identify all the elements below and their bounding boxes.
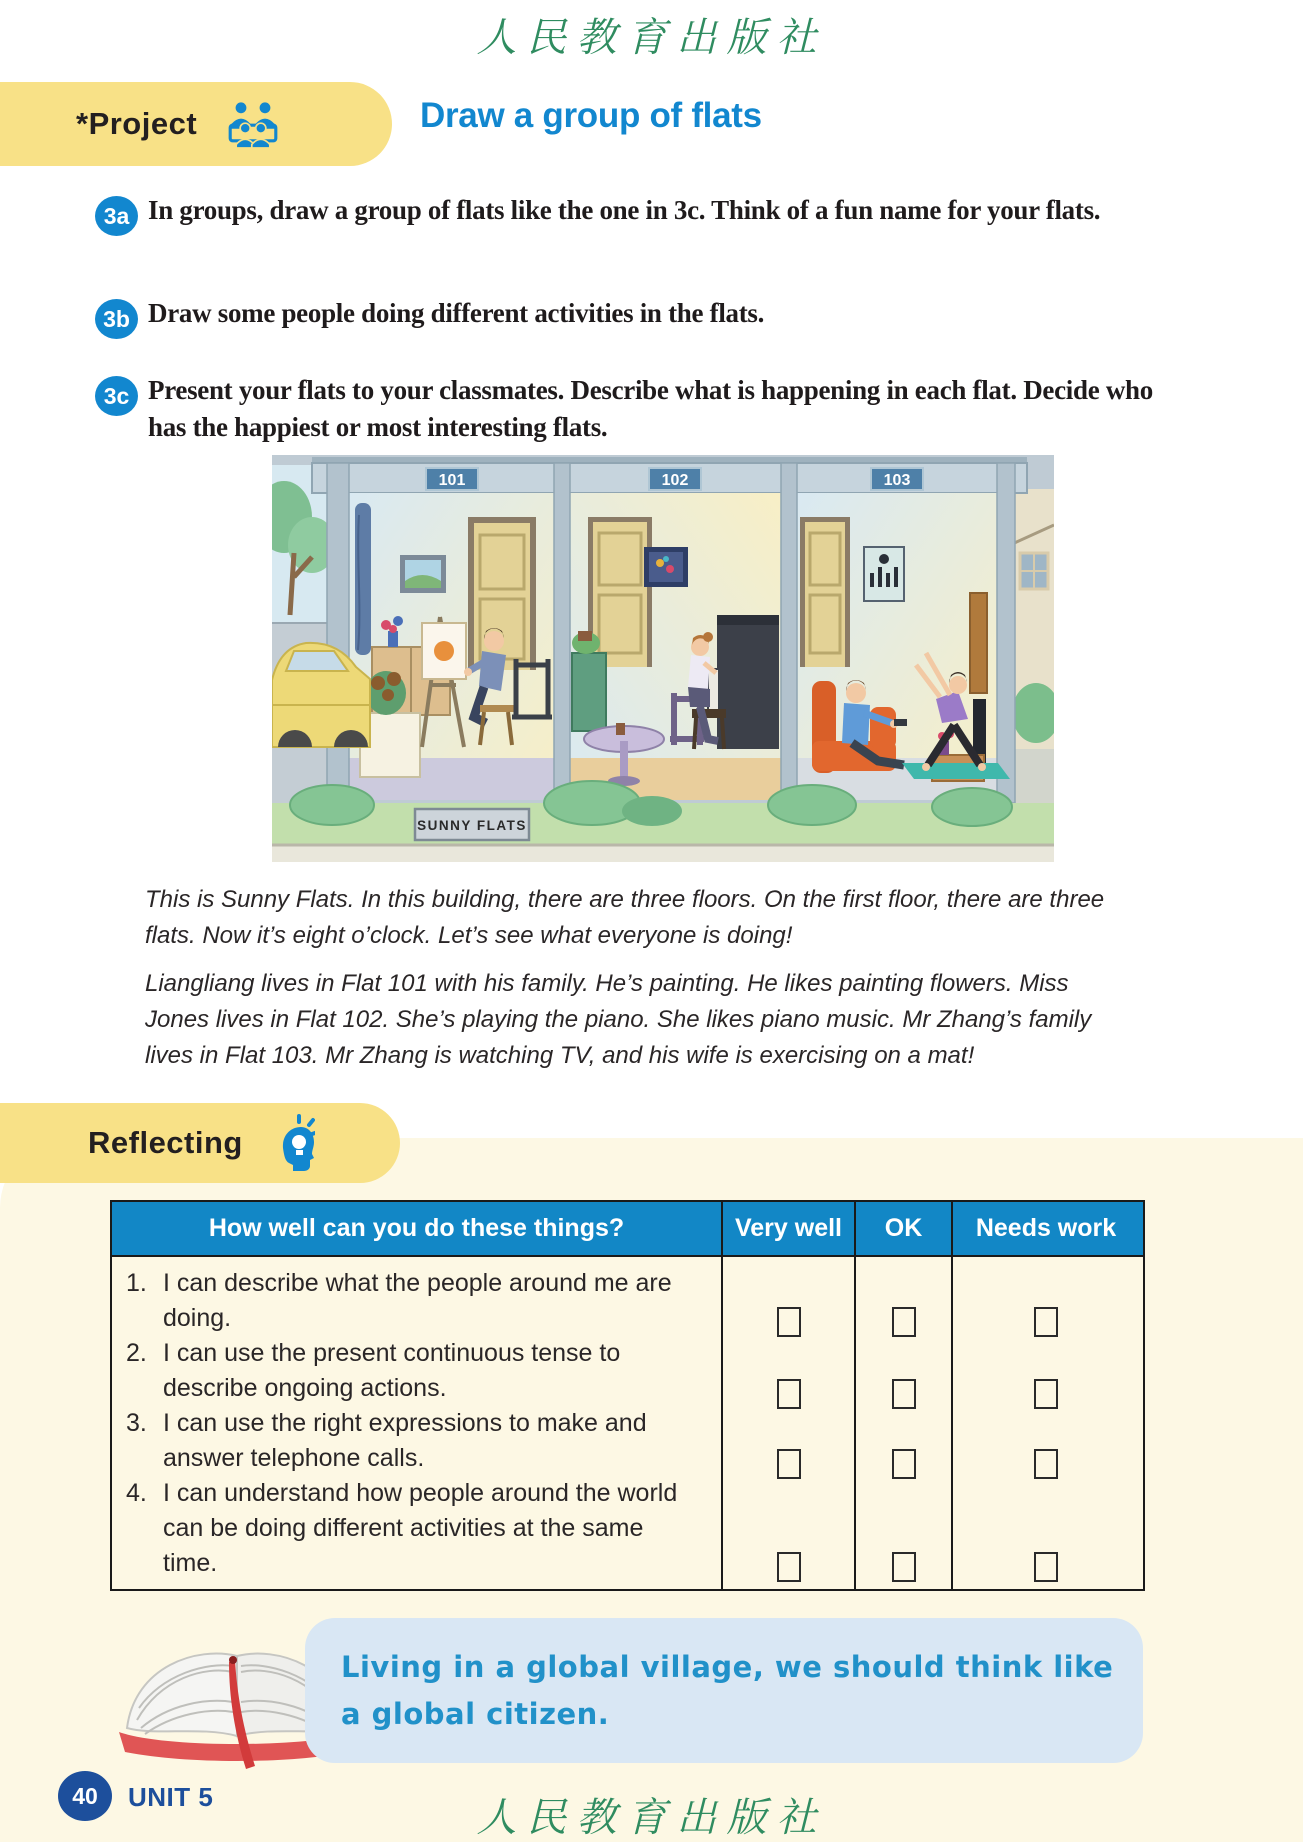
checkbox-very-well-2[interactable] <box>777 1379 801 1409</box>
flat-label-102: 102 <box>661 472 689 489</box>
checkbox-needs-work-2[interactable] <box>1034 1379 1058 1409</box>
task-badge-3b: 3b <box>95 299 138 339</box>
checkbox-very-well-4[interactable] <box>777 1552 801 1582</box>
narration-paragraph-1: This is Sunny Flats. In this building, there are three floors. On the first floor, there are three flats. Now it’s eight o’clock. Let’s see what everyone is doing! <box>145 886 1105 949</box>
flats-illustration-svg <box>272 455 1054 862</box>
checkbox-ok-2[interactable] <box>892 1379 916 1409</box>
thinking-head-icon <box>269 1114 315 1172</box>
reflecting-banner <box>0 1103 400 1183</box>
needs-work-column <box>953 1257 1139 1589</box>
table-header-needs-work: Needs work <box>975 1214 1117 1242</box>
question-list <box>112 1257 723 1589</box>
checkbox-very-well-3[interactable] <box>777 1449 801 1479</box>
project-title: Draw a group of flats <box>420 96 762 135</box>
flat-label-101: 101 <box>438 472 466 489</box>
flats-illustration <box>272 455 1054 862</box>
project-banner <box>0 82 392 166</box>
publisher-logo-top: 人民教育出版社 <box>476 15 827 61</box>
question-number: 1. <box>126 1269 147 1297</box>
question-item-1 <box>126 1266 713 1336</box>
checkbox-ok-3[interactable] <box>892 1449 916 1479</box>
question-text: I can use the present continuous tense to describe ongoing actions. <box>163 1339 621 1402</box>
checkbox-needs-work-1[interactable] <box>1034 1307 1058 1337</box>
table-body <box>112 1255 1143 1589</box>
quote-line-1: Living in a global village, we should think like <box>341 1649 1114 1684</box>
right-outdoor-scene <box>1010 489 1054 809</box>
table-header-row <box>112 1202 1143 1255</box>
quote-bubble <box>305 1618 1143 1763</box>
question-item-2 <box>126 1336 713 1406</box>
ok-column <box>856 1257 953 1589</box>
checkbox-ok-1[interactable] <box>892 1307 916 1337</box>
task-text-3b: Draw some people doing different activities in the flats. <box>148 298 765 328</box>
table-header-question: How well can you do these things? <box>112 1202 723 1255</box>
flat-label-103: 103 <box>883 472 911 489</box>
reflecting-table <box>110 1200 1145 1591</box>
page-number-badge: 40 <box>58 1771 112 1821</box>
question-item-4 <box>126 1476 713 1581</box>
very-well-column <box>723 1257 856 1589</box>
question-item-3 <box>126 1406 713 1476</box>
question-number: 2. <box>126 1339 147 1367</box>
project-banner-label: *Project <box>76 106 198 141</box>
question-number: 3. <box>126 1409 147 1437</box>
table-header-very-well: Very well <box>723 1202 856 1255</box>
checkbox-ok-4[interactable] <box>892 1552 916 1582</box>
table-header-ok: OK <box>856 1202 953 1255</box>
publisher-logo-bottom: 人民教育出版社 <box>476 1795 827 1841</box>
narration-paragraph-2: Liangliang lives in Flat 101 with his family. He’s painting. He likes painting flowers. Miss Jones lives in Flat 102. She’s playing the piano. She likes piano music. Mr Zhang’s family lives in Flat 103. Mr Zhang is watching TV, and his wife is exercising on a mat! <box>145 970 1092 1069</box>
checkbox-very-well-1[interactable] <box>777 1307 801 1337</box>
flats-sign: SUNNY FLATS <box>417 818 527 833</box>
question-text: I can use the right expressions to make and answer telephone calls. <box>163 1409 647 1472</box>
task-text-3c: Present your flats to your classmates. Describe what is happening in each flat. Decide who has the happiest or most interesting flats. <box>148 375 1153 442</box>
checkbox-needs-work-4[interactable] <box>1034 1552 1058 1582</box>
task-text-3a: In groups, draw a group of flats like the one in 3c. Think of a fun name for your flats. <box>148 195 1101 225</box>
reflecting-banner-label: Reflecting <box>88 1125 243 1160</box>
task-badge-3c: 3c <box>95 376 138 416</box>
question-text: I can understand how people around the world can be doing different activities at the same time. <box>163 1479 678 1577</box>
question-number: 4. <box>126 1479 147 1507</box>
question-text: I can describe what the people around me are doing. <box>163 1269 672 1332</box>
task-badge-3a: 3a <box>95 196 138 236</box>
unit-label: UNIT 5 <box>128 1782 214 1812</box>
quote-line-2: a global citizen. <box>341 1696 610 1731</box>
checkbox-needs-work-3[interactable] <box>1034 1449 1058 1479</box>
group-work-icon <box>223 100 283 148</box>
